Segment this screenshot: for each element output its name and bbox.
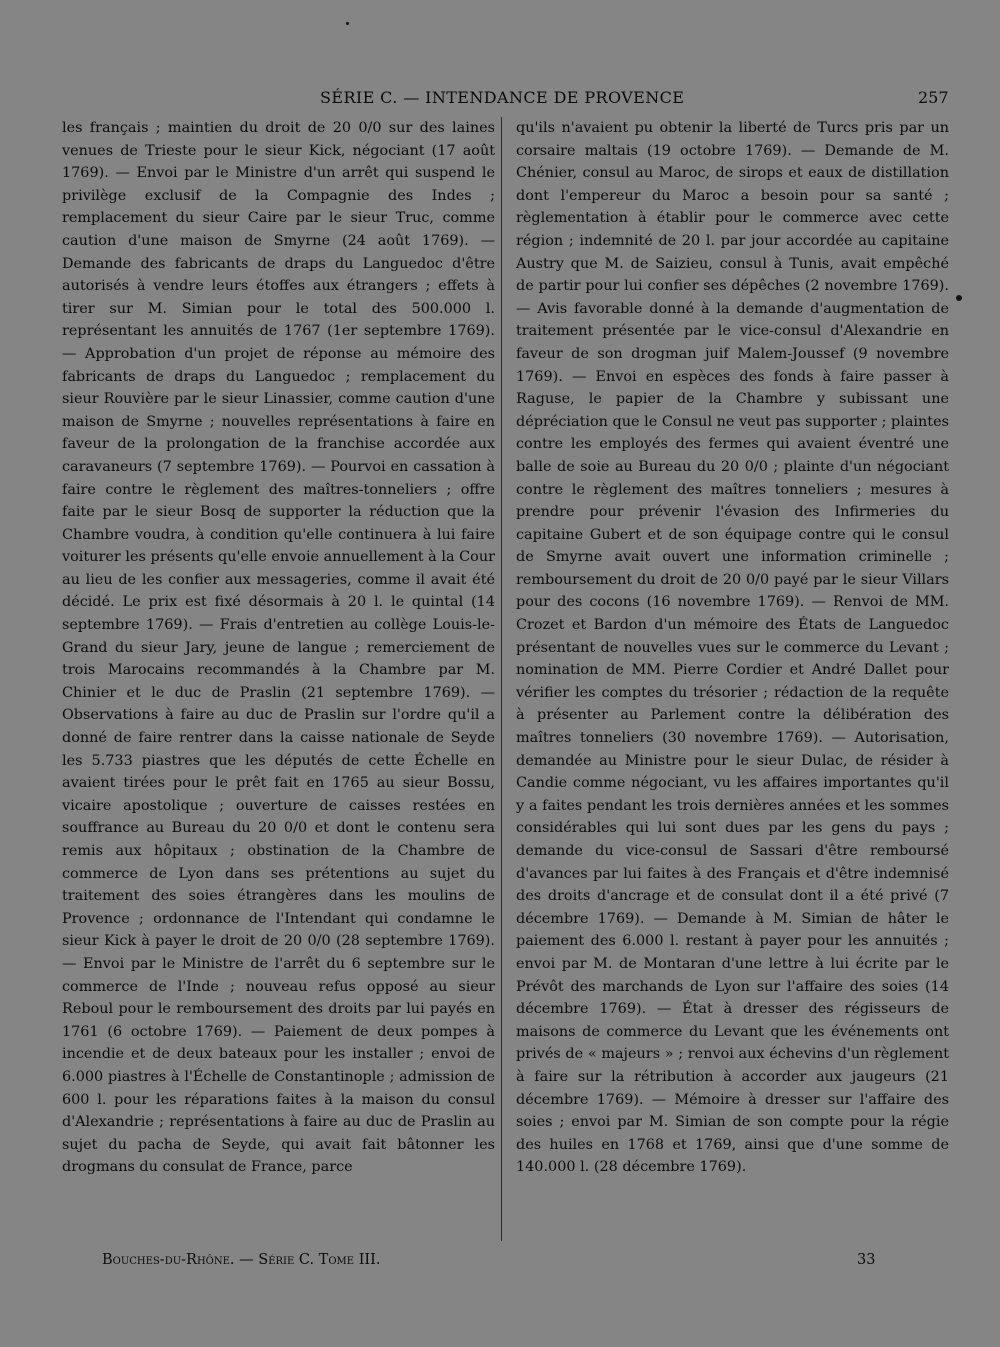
footer-series: Bouches-du-Rhône. — Série C. Tome III. <box>102 1252 381 1268</box>
column-text: qu'ils n'avaient pu obtenir la liberté de Turcs pris par un corsaire maltais (19 octobre 1769). — Demande de M. Chénier, consul au Maroc, de sirops et eaux de distillation dont l'empereur du Maroc a besoin pour sa santé ; règlementation à établir pour le commerce avec cette région ; indemnité de 20 l. par jour accordée au capitaine Austry que M. de Saizieu, consul à Tunis, avait empêché de partir pour lui confier ses dépêches (2 novembre 1769). — Avis favorable donné à la demande d'augmentation de traitement présentée par le vice-consul d'Alexandrie en faveur de son drogman juif Malem-Joussef (9 novembre 1769). — Envoi en espèces des fonds à faire passer à Raguse, le papier de la Chambre y subissant une dépréciation que le Consul ne veut pas supporter ; plaintes contre les employés des fermes qui avaient éventré une balle de soie au Bureau du 20 0/0 ; plainte d'un négociant contre le règlement des maîtres tonneliers ; mesures à prendre pour prévenir l'évasion des Infirmeries du capitaine Gubert et de son équipage contre qui le consul de Smyrne avait ouvert une information criminelle ; remboursement du droit de 20 0/0 payé par le sieur Villars pour des cocons (16 novembre 1769). — Renvoi de MM. Crozet et Bardon d'un mémoire des États de Languedoc présentant de nouvelles vues sur le commerce du Levant ; nomination de MM. Pierre Cordier et André Dallet pour vérifier les comptes du trésorier ; rédaction de la requête à présenter au Parlement contre la délibération des maîtres tonneliers (30 novembre 1769). — Autorisation, demandée au Ministre pour le sieur Dulac, de résider à Candie comme négociant, vu les affaires importantes qu'il y a faites pendant les trois dernières années et les sommes considérables qui lui sont dues par les gens du pays ; demande du vice-consul de Sassari d'être remboursé d'avances par lui faites à des Français et d'être indemnisé des droits d'ancrage et de consulat dont il a été privé (7 décembre 1769). — Demande à M. Simian de hâter le paiement des 6.000 l. restant à payer pour les annuités ; envoi par M. de Montaran d'une lettre à lui écrite par le Prévôt des marchands de Lyon sur l'affaire des soies (14 décembre 1769). — État à dresser des régisseurs de maisons de commerce du Levant que les événements ont privés de « majeurs » ; renvoi aux échevins d'un règlement à faire sur la rétribution à accorder aux jaugeurs (21 décembre 1769). — Mémoire à dresser sur l'affaire des soies ; envoi par M. Simian de son compte pour la régie des huiles en 1768 et 1769, ainsi que d'une somme de 140.000 l. (28 décembre 1769). <box>516 120 949 1176</box>
text-column-left <box>62 117 495 1179</box>
running-title: SÉRIE C. — INTENDANCE DE PROVENCE <box>320 88 685 107</box>
page-footer <box>0 1252 1000 1274</box>
text-column-right <box>516 117 949 1179</box>
signature-number: 33 <box>857 1252 876 1268</box>
ink-speck <box>346 22 349 25</box>
column-divider <box>501 117 502 1241</box>
column-text: les français ; maintien du droit de 20 0/0 sur des laines venues de Trieste pour le sieur Kick, négociant (17 août 1769). — Envoi par le Ministre d'un arrêt qui suspend le privilège exclusif de la Compagnie des Indes ; remplacement du sieur Caire par le sieur Truc, comme caution d'une maison de Smyrne (24 août 1769). — Demande des fabricants de draps du Languedoc d'être autorisés à vendre leurs étoffes aux étrangers ; effets à tirer sur M. Simian pour le total des 500.000 l. représentant les annuités de 1767 (1er septembre 1769). — Approbation d'un projet de réponse au mémoire des fabricants de draps du Languedoc ; remplacement du sieur Rouvière par le sieur Linassier, comme caution d'une maison de Smyrne ; nouvelles représentations à faire en faveur de la prolongation de la franchise accordée aux caravaneurs (7 septembre 1769). — Pourvoi en cassation à faire contre le règlement des maîtres-tonneliers ; offre faite par le sieur Bosq de supporter la réduction que la Chambre voudra, à condition qu'elle continuera à lui faire voiturer les présents qu'elle envoie annuellement à la Cour au lieu de les confier aux messageries, comme il avait été décidé. Le prix est fixé désormais à 20 l. le quintal (14 septembre 1769). — Frais d'entretien au collège Louis-le-Grand du sieur Jary, jeune de langue ; remerciement de trois Marocains recommandés à la Chambre par M. Chinier et le duc de Praslin (21 septembre 1769). — Observations à faire au duc de Praslin sur l'ordre qu'il a donné de faire rentrer dans la caisse nationale de Seyde les 5.733 piastres que les députés de cette Échelle en avaient tirées pour le prêt fait en 1765 au sieur Bossu, vicaire apostolique ; ouverture de caisses restées en souffrance au Bureau du 20 0/0 et dont le contenu sera remis aux hôpitaux ; obstination de la Chambre de commerce de Lyon dans ses prétentions au sujet du traitement des soies étrangères dans les moulins de Provence ; ordonnance de l'Intendant qui condamne le sieur Kick à payer le droit de 20 0/0 (28 septembre 1769). — Envoi par le Ministre de l'arrêt du 6 septembre sur le commerce de l'Inde ; nouveau refus opposé au sieur Reboul pour le remboursement des droits par lui payés en 1761 (6 octobre 1769). — Paiement de deux pompes à incendie et de deux bateaux pour les installer ; envoi de 6.000 piastres à l'Échelle de Constantinople ; admission de 600 l. pour les réparations faites à la maison du consul d'Alexandrie ; représentations à faire au duc de Praslin au sujet du pacha de Seyde, qui avait fait bâtonner les drogmans du consulat de France, parce <box>62 120 495 1176</box>
page-header <box>0 88 1000 110</box>
page-number: 257 <box>918 88 949 107</box>
ink-speck <box>956 295 962 301</box>
